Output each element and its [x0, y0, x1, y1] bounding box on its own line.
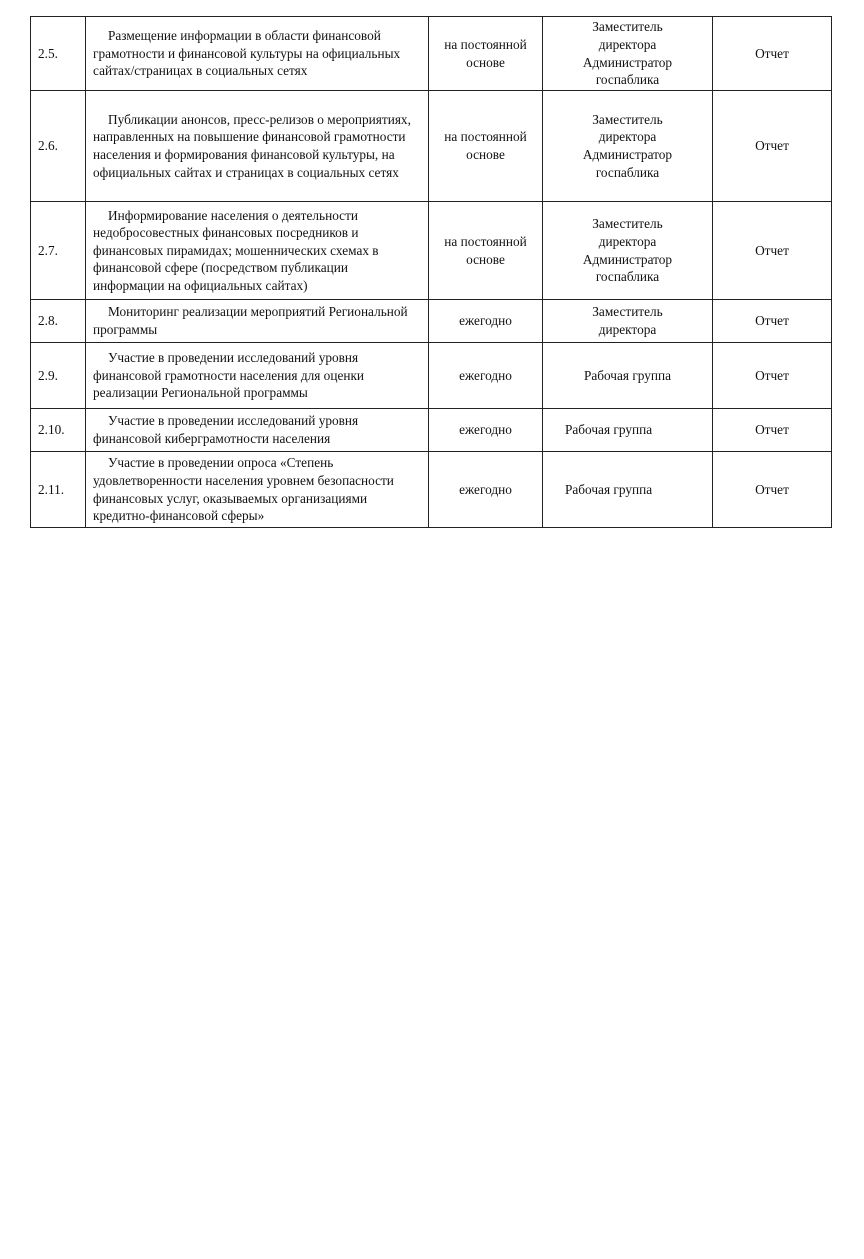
table-row: [31, 300, 832, 343]
item-period: на постоянной основе: [429, 202, 543, 300]
item-responsible: Заместитель директора Администратор госпаблика: [543, 17, 713, 91]
item-report-form: Отчет: [713, 300, 832, 343]
item-report-form: Отчет: [713, 202, 832, 300]
table-row: [31, 452, 832, 528]
item-number: 2.7.: [31, 202, 86, 300]
item-period: ежегодно: [429, 452, 543, 528]
table-row: [31, 91, 832, 202]
item-report-form: Отчет: [713, 343, 832, 409]
table-row: [31, 409, 832, 452]
item-description: Мониторинг реализации мероприятий Региональной программы: [86, 300, 429, 343]
item-responsible: Заместитель директора: [543, 300, 713, 343]
item-responsible: Заместитель директора Администратор госпаблика: [543, 91, 713, 202]
item-number: 2.8.: [31, 300, 86, 343]
item-responsible: Рабочая группа: [543, 452, 713, 528]
item-responsible: Рабочая группа: [543, 409, 713, 452]
item-description: Участие в проведении исследований уровня финансовой грамотности населения для оценки реализации Региональной программы: [86, 343, 429, 409]
item-description: Размещение информации в области финансовой грамотности и финансовой культуры на официальных сайтах/страницах в социальных сетях: [86, 17, 429, 91]
table-row: [31, 202, 832, 300]
activities-table: [30, 16, 832, 528]
item-report-form: Отчет: [713, 452, 832, 528]
item-period: на постоянной основе: [429, 17, 543, 91]
item-number: 2.5.: [31, 17, 86, 91]
item-period: ежегодно: [429, 300, 543, 343]
item-responsible: Заместитель директора Администратор госпаблика: [543, 202, 713, 300]
item-number: 2.6.: [31, 91, 86, 202]
item-report-form: Отчет: [713, 17, 832, 91]
item-report-form: Отчет: [713, 409, 832, 452]
table-row: [31, 343, 832, 409]
item-period: ежегодно: [429, 409, 543, 452]
item-period: ежегодно: [429, 343, 543, 409]
item-responsible: Рабочая группа: [543, 343, 713, 409]
item-number: 2.10.: [31, 409, 86, 452]
item-period: на постоянной основе: [429, 91, 543, 202]
item-description: Участие в проведении исследований уровня финансовой киберграмотности населения: [86, 409, 429, 452]
item-description: Информирование населения о деятельности недобросовестных финансовых посредников и финансовых пирамидах; мошеннических схемах в финансовой сфере (посредством публикации информации на официальных сайтах): [86, 202, 429, 300]
item-report-form: Отчет: [713, 91, 832, 202]
item-description: Публикации анонсов, пресс-релизов о мероприятиях, направленных на повышение финансовой грамотности населения и формирования финансовой культуры, на официальных сайтах и страницах в социальных сетях: [86, 91, 429, 202]
item-number: 2.11.: [31, 452, 86, 528]
item-number: 2.9.: [31, 343, 86, 409]
item-description: Участие в проведении опроса «Степень удовлетворенности населения уровнем безопасности финансовых услуг, оказываемых организациями кредитно-финансовой сферы»: [86, 452, 429, 528]
table-row: [31, 17, 832, 91]
